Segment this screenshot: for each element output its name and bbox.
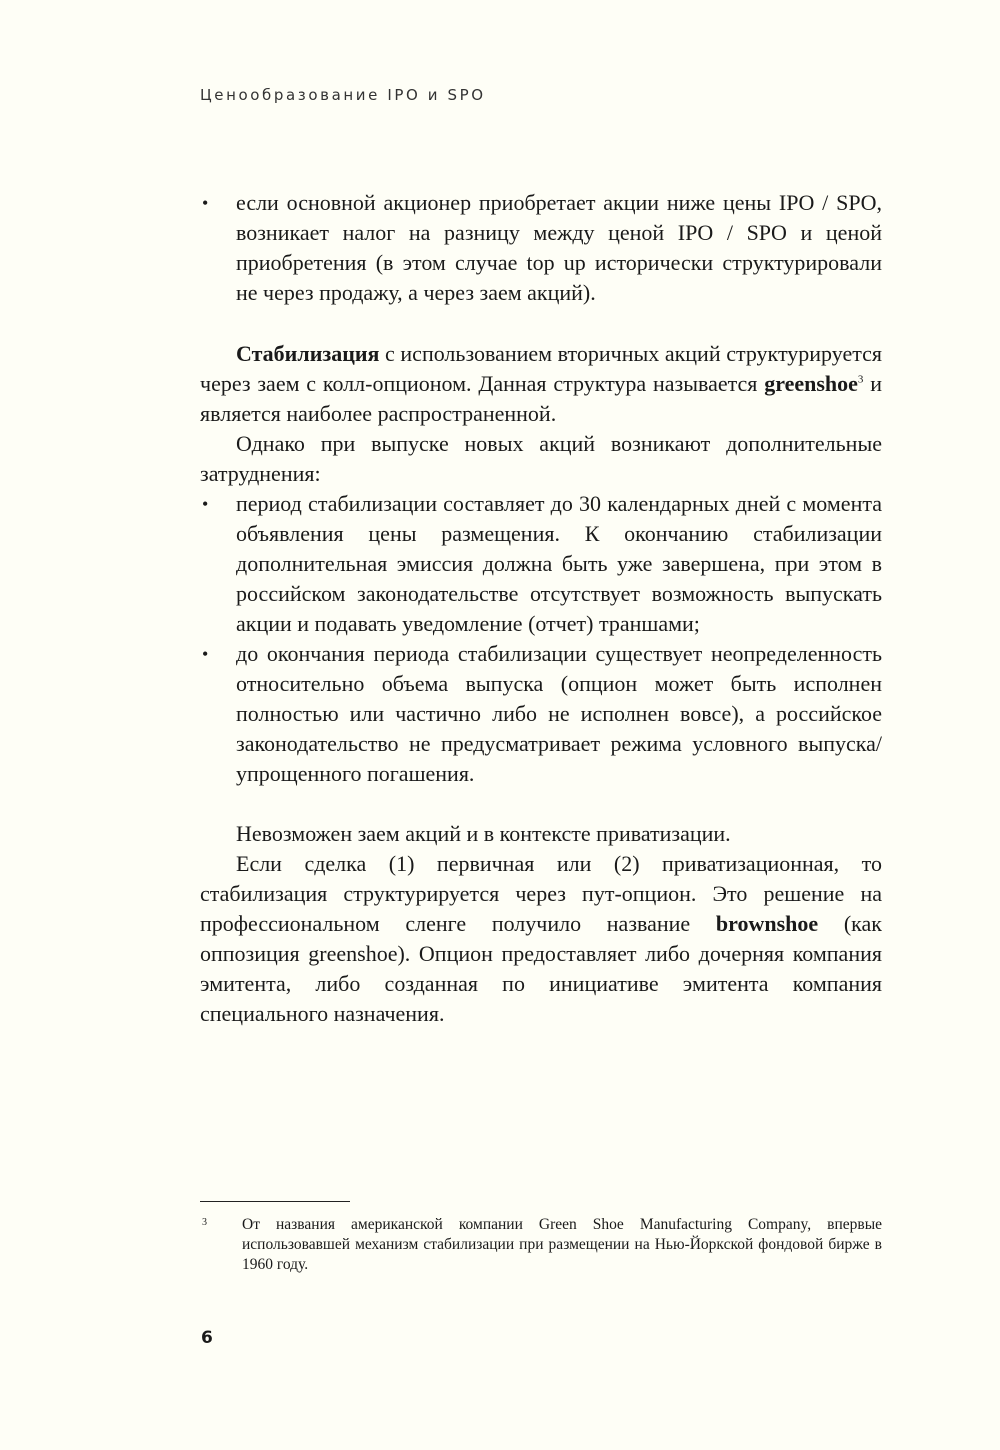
paragraph-difficulties: Однако при выпуске новых акций возникают дополнительные затруднения: [200, 431, 882, 486]
footnote-mark: 3 [202, 1217, 207, 1228]
bullet-item: • период стабилизации составляет до 30 календарных дней с момента объявления цены размещения. К окончанию стабилизации дополнительная эмиссия должна быть уже завершена, при этом в российском законодательстве отсутствует возможность выпускать акции и подавать уведомление (отчет) траншами; [200, 489, 882, 639]
paragraph-brownshoe: Если сделка (1) первичная или (2) приватизационная, то стабилизация структурируется через пут-опцион. Это решение на профессиональном сленге получило название brownshoe (как оппозиция greenshoe). Опцион предоставляет либо дочерняя компания эмитента, либо созданная по инициативе эмитента компания специального назначения. [200, 851, 882, 1026]
footnote [200, 1215, 882, 1275]
section-brownshoe [200, 819, 882, 1029]
paragraph-stabilization: Стабилизация с использованием вторичных акций структурируется через заем с колл-опционом. Данная структура называется greenshoe$^3$ и является наиболее распространенной. [200, 341, 882, 426]
section-top-list [200, 188, 882, 308]
footnote-ref: 3 [857, 373, 864, 386]
page-number: 6 [201, 1328, 213, 1348]
section-stabilization [200, 339, 882, 789]
footnote-divider [200, 1201, 350, 1202]
bullet-item: • до окончания периода стабилизации существует неопределенность относительно объема выпуска (опцион может быть исполнен полностью или частично либо не исполнен вовсе), а российское законодательство не предусматривает режима условного выпуска/ упрощенного погашения. [200, 639, 882, 789]
bullet-item: • если основной акционер приобретает акции ниже цены IPO / SPO, возникает налог на разницу между ценой IPO / SPO и ценой приобретения (в этом случае top up исторически структурировали не через продажу, а через заем акций). [200, 188, 882, 308]
term-stabilization: Стабилизация [236, 341, 380, 366]
paragraph-privatization: Невозможен заем акций и в контексте приватизации. [236, 821, 731, 846]
term-greenshoe: greenshoe [764, 371, 858, 396]
footnote-text: От названия американской компании Green Shoe Manufacturing Company, впервые использовавшей механизм стабилизации при размещении на Нью-Йоркской фондовой бирже в 1960 году. [242, 1216, 882, 1273]
running-title: Ценообразование IPO и SPO [200, 86, 486, 104]
term-brownshoe: brownshoe [715, 911, 819, 936]
